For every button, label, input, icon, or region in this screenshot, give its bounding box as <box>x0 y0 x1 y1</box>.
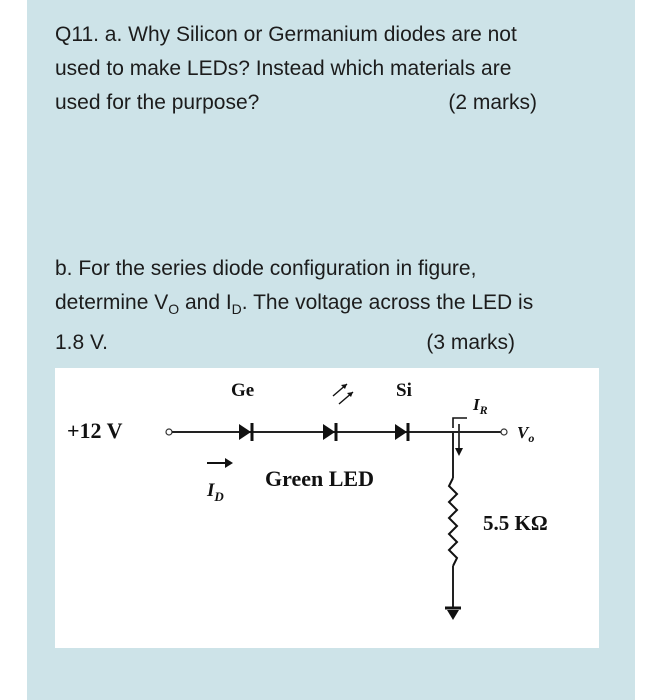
vo-subscript: O <box>168 301 180 318</box>
ge-label: Ge <box>231 380 255 401</box>
question-a-line3: used for the purpose? <box>55 91 260 114</box>
question-a-marks: (2 marks) <box>448 91 537 114</box>
output-terminal-icon <box>501 429 507 435</box>
si-label: Si <box>396 380 412 401</box>
question-b-line2-suffix: . The voltage across the LED is <box>241 291 534 314</box>
question-a <box>55 18 615 120</box>
question-b-line2-mid: and I <box>179 291 232 314</box>
question-b-line3: 1.8 V. <box>55 331 108 355</box>
question-a-line1: Q11. a. Why Silicon or Germanium diodes are not <box>55 23 517 46</box>
supply-label: +12 V <box>67 418 123 443</box>
ir-label: $I_R$ <box>473 395 488 417</box>
question-b <box>55 252 615 360</box>
led-label: Green LED <box>265 466 374 491</box>
ge-diode-icon <box>239 423 252 441</box>
id-arrow-icon <box>207 458 233 468</box>
question-b-line2-prefix: determine V <box>55 291 169 314</box>
question-a-line2: used to make LEDs? Instead which materials are <box>55 57 512 80</box>
supply-terminal-icon <box>166 429 172 435</box>
question-b-line3-row <box>55 326 615 360</box>
question-b-line2 <box>55 286 615 326</box>
ir-arrow-icon <box>453 418 467 456</box>
circuit-figure <box>55 368 599 648</box>
circuit-diagram <box>55 368 599 648</box>
question-b-line1: b. For the series diode configuration in figure, <box>55 257 477 280</box>
question-b-marks: (3 marks) <box>426 331 515 355</box>
id-subscript: D <box>231 301 242 318</box>
ground-icon <box>445 608 461 620</box>
si-diode-icon <box>395 423 408 441</box>
resistor-icon <box>449 478 457 566</box>
resistor-label: 5.5 KΩ <box>483 511 548 535</box>
vo-label: $V_o$ <box>517 423 535 445</box>
id-label: $I_D$ <box>207 480 224 504</box>
question-a-line3-row <box>55 86 615 120</box>
